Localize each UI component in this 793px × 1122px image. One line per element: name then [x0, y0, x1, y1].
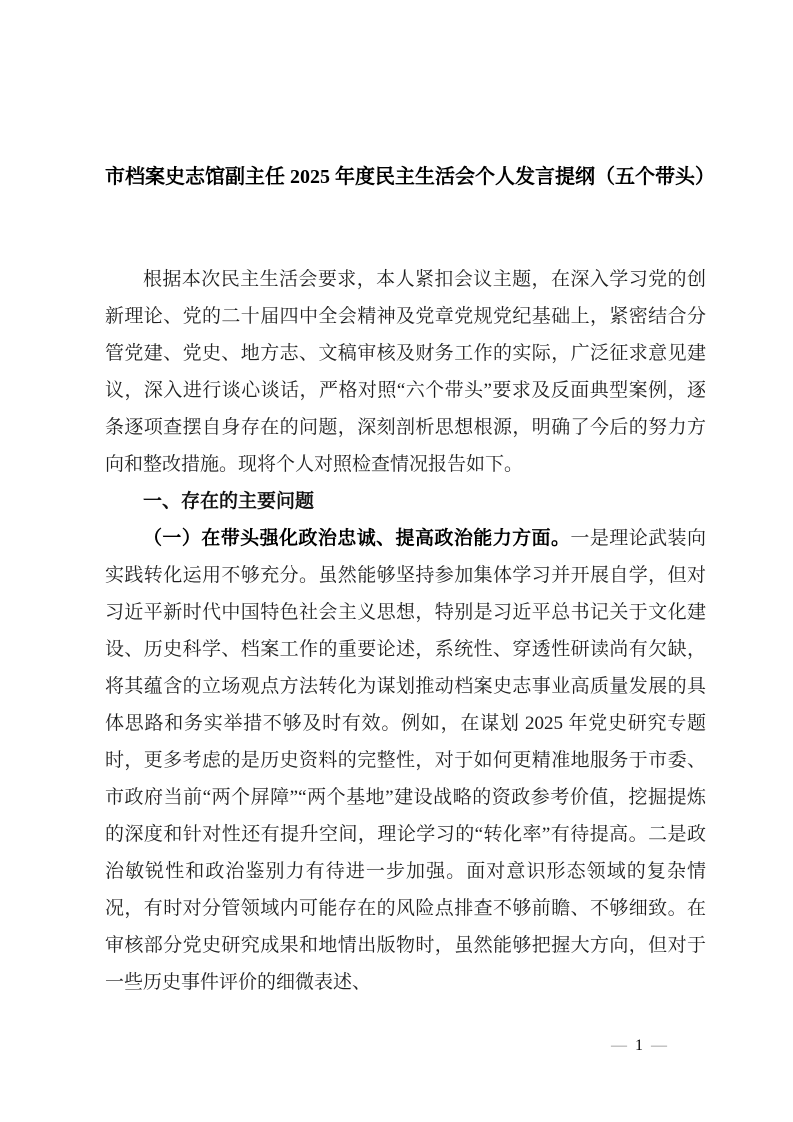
page-number	[605, 1036, 675, 1056]
page-number-left-dash: —	[611, 1037, 629, 1054]
item1-body-text: 一是理论武装向实践转化运用不够充分。虽然能够坚持参加集体学习并开展自学，但对习近平新时代中国特色社会主义思想，特别是习近平总书记关于文化建设、历史科学、档案工作的重要论述，系统性、穿透性研读尚有欠缺，将其蕴含的立场观点方法转化为谋划推动档案史志事业高质量发展的具体思路和务实举措不够及时有效。例如，在谋划 2025 年党史研究专题时，更多考虑的是历史资料的完整性，对于如何更精准地服务于市委、市政府当前“两个屏障”“两个基地”建设战略的资政参考价值，挖掘提炼的深度和针对性还有提升空间，理论学习的“转化率”有待提高。二是政治敏锐性和政治鉴别力有待进一步加强。面对意识形态领域的复杂情况，有时对分管领域内可能存在的风险点排查不够前瞻、不够细致。在审核部分党史研究成果和地情出版物时，虽然能够把握大方向，但对于一些历史事件评价的细微表述、	[105, 528, 706, 993]
section-heading-main-problems: 一、存在的主要问题	[143, 491, 315, 512]
item1-lead-sentence: （一）在带头强化政治忠诚、提高政治能力方面。	[143, 528, 571, 549]
document-title: 市档案史志馆副主任 2025 年度民主生活会个人发言提纲（五个带头）	[105, 166, 715, 188]
page-number-right-dash: —	[651, 1037, 669, 1054]
page-number-value: 1	[635, 1037, 645, 1054]
item1-paragraph	[105, 520, 706, 1001]
intro-paragraph: 根据本次民主生活会要求，本人紧扣会议主题，在深入学习党的创新理论、党的二十届四中全会精神及党章党规党纪基础上，紧密结合分管党建、党史、地方志、文稿审核及财务工作的实际，广泛征求意见建议，深入进行谈心谈话，严格对照“六个带头”要求及反面典型案例，逐条逐项查摆自身存在的问题，深刻剖析思想根源，明确了今后的努力方向和整改措施。现将个人对照检查情况报告如下。	[105, 269, 706, 475]
document-content	[105, 0, 715, 1001]
